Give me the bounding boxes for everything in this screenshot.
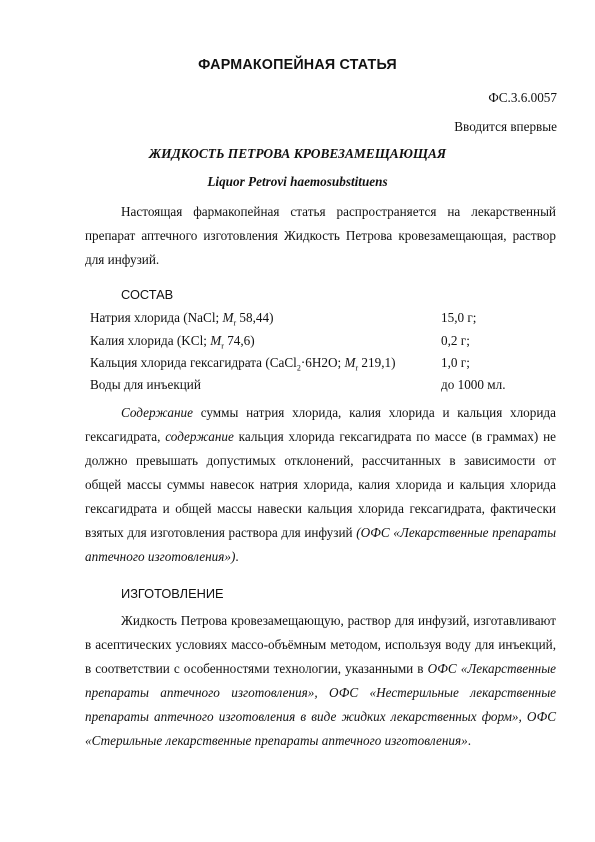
component-quantity: 1,0 г; [441,355,470,370]
manufacture-paragraph: Жидкость Петрова кровезамещающую, раствор для инфузий, изготавливают в асептических условиях массо-объёмным методом, используя воду для инъекций, в соответствии с особенностями технологии, указанными в ОФС «Лекарственные препараты аптечного изготовления», ОФС «Нестерильные лекарственные препараты аптечного изготовления в виде жидких лекарственных форм», ОФС «Стерильные лекарственные препараты аптечного изготовления». [85,613,556,748]
scope-paragraph [85,200,556,272]
component-name: Калия хлорида (KCl; $M_r$ 74,6) [90,333,255,351]
composition-row [90,377,560,397]
document-code: ФС.3.6.0057 [488,90,557,105]
component-name: Воды для инъекций [90,377,201,392]
composition-heading: СОСТАВ [121,287,174,302]
document-title: ФАРМАКОПЕЙНАЯ СТАТЬЯ [198,57,397,73]
component-quantity: 15,0 г; [441,310,477,325]
component-quantity: 0,2 г; [441,333,470,348]
preparation-name: ЖИДКОСТЬ ПЕТРОВА КРОВЕЗАМЕЩАЮЩАЯ [148,146,447,161]
scope-text: Настоящая фармакопейная статья распространяется на лекарственный препарат аптечного изготовления Жидкость Петрова кровезамещающая, раствор для инфузий. [85,204,556,267]
composition-row [90,355,560,375]
component-quantity: до 1000 мл. [441,377,506,392]
composition-row [90,333,560,353]
latin-name: Liquor Petrovi haemosubstituens [207,174,388,189]
composition-row [90,310,560,330]
component-name: Натрия хлорида (NaCl; $M_r$ 58,44) [90,310,274,328]
manufacture-heading: ИЗГОТОВЛЕНИЕ [121,586,224,601]
introduction-status: Вводится впервые [454,119,557,134]
component-name: Кальция хлорида гексагидрата (CaCl$_2$·6H2O; $M_r$ 219,1) [90,355,396,373]
content-paragraph: Содержание суммы натрия хлорида, калия хлорида и кальция хлорида гексагидрата, содержание кальция хлорида гексагидрата по массе (в граммах) не должно превышать допустимых отклонений, рассчитанных в зависимости от общей массы суммы навесок натрия хлорида, калия хлорида и кальция хлорида гексагидрата и общей массы навески кальция хлорида гексагидрата, фактически взятых для изготовления раствора для инфузий (ОФС «Лекарственные препараты аптечного изготовления»). [85,405,556,564]
